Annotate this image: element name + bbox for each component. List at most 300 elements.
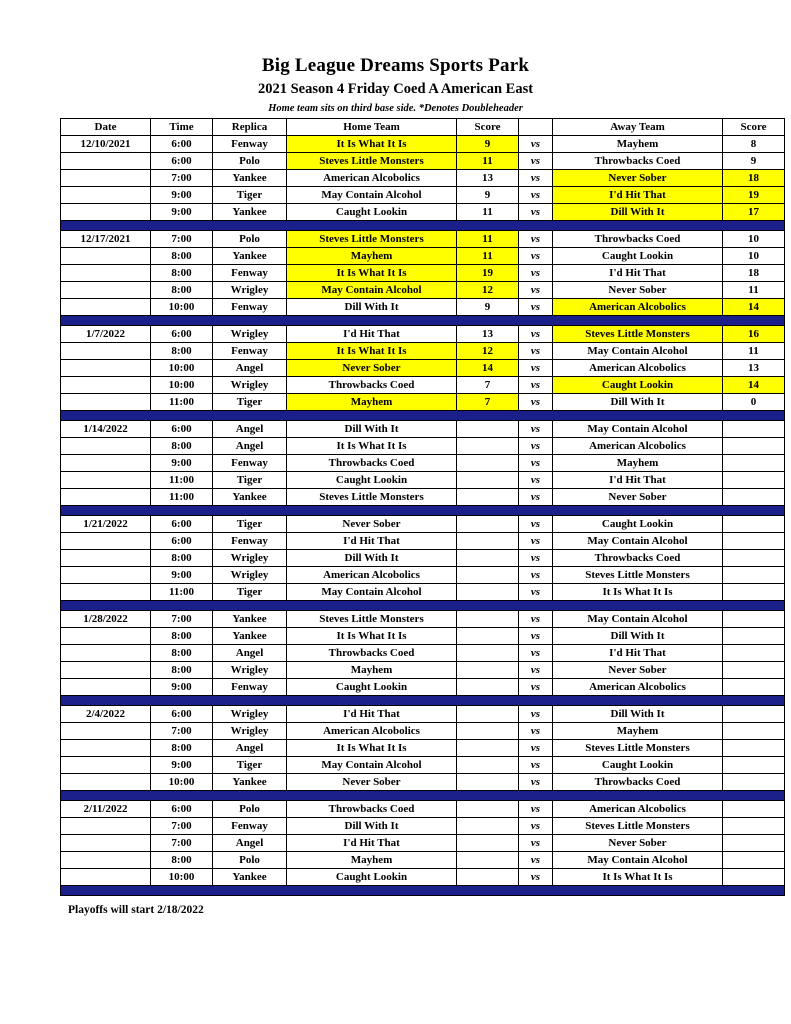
cell-home-team: Dill With It	[287, 299, 457, 316]
cell-vs: vs	[519, 438, 553, 455]
cell-away-score	[723, 584, 785, 601]
cell-away-score: 18	[723, 265, 785, 282]
cell-time: 9:00	[151, 757, 213, 774]
cell-replica: Tiger	[213, 584, 287, 601]
week-separator	[61, 696, 785, 706]
table-row	[61, 757, 785, 774]
cell-date	[61, 645, 151, 662]
cell-away-score	[723, 679, 785, 696]
cell-away-team: It Is What It Is	[553, 584, 723, 601]
cell-home-score	[457, 645, 519, 662]
cell-home-team: Never Sober	[287, 516, 457, 533]
cell-home-team: Throwbacks Coed	[287, 377, 457, 394]
cell-date	[61, 818, 151, 835]
cell-home-team: American Alcobolics	[287, 170, 457, 187]
cell-date: 12/10/2021	[61, 136, 151, 153]
column-header-vs	[519, 119, 553, 136]
cell-away-team: American Alcobolics	[553, 299, 723, 316]
column-header-home-score: Score	[457, 119, 519, 136]
cell-time: 8:00	[151, 662, 213, 679]
cell-away-score	[723, 421, 785, 438]
cell-home-score: 12	[457, 343, 519, 360]
cell-away-score	[723, 472, 785, 489]
cell-home-score: 12	[457, 282, 519, 299]
cell-time: 8:00	[151, 265, 213, 282]
table-row	[61, 377, 785, 394]
cell-away-score	[723, 516, 785, 533]
table-row	[61, 170, 785, 187]
table-row	[61, 489, 785, 506]
cell-home-score: 11	[457, 204, 519, 221]
cell-home-score	[457, 550, 519, 567]
cell-home-score	[457, 662, 519, 679]
table-row	[61, 343, 785, 360]
cell-time: 10:00	[151, 869, 213, 886]
cell-home-team: Caught Lookin	[287, 679, 457, 696]
cell-home-score: 7	[457, 377, 519, 394]
cell-time: 6:00	[151, 421, 213, 438]
cell-home-team: Dill With It	[287, 421, 457, 438]
cell-home-team: I'd Hit That	[287, 706, 457, 723]
cell-date: 1/21/2022	[61, 516, 151, 533]
cell-date	[61, 153, 151, 170]
cell-home-team: American Alcobolics	[287, 723, 457, 740]
cell-home-team: Caught Lookin	[287, 204, 457, 221]
cell-away-score	[723, 628, 785, 645]
cell-date	[61, 869, 151, 886]
table-row	[61, 421, 785, 438]
cell-vs: vs	[519, 153, 553, 170]
cell-home-score	[457, 584, 519, 601]
table-row	[61, 550, 785, 567]
cell-away-team: Mayhem	[553, 723, 723, 740]
cell-away-team: May Contain Alcohol	[553, 611, 723, 628]
cell-replica: Wrigley	[213, 567, 287, 584]
cell-away-team: Throwbacks Coed	[553, 231, 723, 248]
cell-date	[61, 394, 151, 411]
cell-replica: Fenway	[213, 136, 287, 153]
cell-time: 8:00	[151, 740, 213, 757]
cell-vs: vs	[519, 533, 553, 550]
cell-replica: Fenway	[213, 533, 287, 550]
table-row	[61, 136, 785, 153]
cell-home-team: I'd Hit That	[287, 533, 457, 550]
cell-away-team: Caught Lookin	[553, 757, 723, 774]
cell-date	[61, 248, 151, 265]
column-header-date: Date	[61, 119, 151, 136]
cell-away-score: 14	[723, 299, 785, 316]
cell-home-score: 11	[457, 248, 519, 265]
cell-home-team: Caught Lookin	[287, 869, 457, 886]
cell-date: 1/14/2022	[61, 421, 151, 438]
cell-home-team: Throwbacks Coed	[287, 801, 457, 818]
cell-home-score	[457, 818, 519, 835]
table-row	[61, 326, 785, 343]
cell-time: 10:00	[151, 774, 213, 791]
cell-vs: vs	[519, 231, 553, 248]
cell-away-score	[723, 835, 785, 852]
cell-date	[61, 265, 151, 282]
cell-time: 7:00	[151, 611, 213, 628]
cell-time: 6:00	[151, 326, 213, 343]
cell-home-team: Dill With It	[287, 550, 457, 567]
cell-away-team: May Contain Alcohol	[553, 343, 723, 360]
cell-away-team: Dill With It	[553, 706, 723, 723]
cell-replica: Tiger	[213, 394, 287, 411]
cell-time: 8:00	[151, 550, 213, 567]
cell-vs: vs	[519, 869, 553, 886]
cell-away-team: Steves Little Monsters	[553, 326, 723, 343]
week-separator	[61, 411, 785, 421]
cell-date: 1/7/2022	[61, 326, 151, 343]
cell-away-score	[723, 645, 785, 662]
cell-home-score	[457, 869, 519, 886]
cell-vs: vs	[519, 801, 553, 818]
cell-home-team: It Is What It Is	[287, 438, 457, 455]
cell-replica: Yankee	[213, 611, 287, 628]
table-row	[61, 611, 785, 628]
cell-replica: Fenway	[213, 818, 287, 835]
cell-home-score: 13	[457, 326, 519, 343]
cell-time: 7:00	[151, 723, 213, 740]
cell-home-score: 9	[457, 136, 519, 153]
cell-away-score: 16	[723, 326, 785, 343]
week-separator-bar	[61, 601, 785, 611]
cell-date	[61, 550, 151, 567]
cell-date	[61, 567, 151, 584]
page-subtitle: 2021 Season 4 Friday Coed A American East	[257, 81, 534, 97]
cell-vs: vs	[519, 679, 553, 696]
cell-replica: Angel	[213, 360, 287, 377]
cell-date	[61, 170, 151, 187]
cell-away-score	[723, 757, 785, 774]
cell-away-team: Throwbacks Coed	[553, 550, 723, 567]
cell-vs: vs	[519, 136, 553, 153]
cell-away-team: Steves Little Monsters	[553, 740, 723, 757]
cell-replica: Angel	[213, 645, 287, 662]
week-separator-bar	[61, 791, 785, 801]
cell-date	[61, 377, 151, 394]
cell-replica: Angel	[213, 421, 287, 438]
cell-replica: Wrigley	[213, 706, 287, 723]
cell-away-team: Never Sober	[553, 662, 723, 679]
table-row	[61, 740, 785, 757]
cell-home-score	[457, 489, 519, 506]
cell-home-team: Mayhem	[287, 662, 457, 679]
cell-vs: vs	[519, 282, 553, 299]
cell-time: 8:00	[151, 852, 213, 869]
cell-time: 6:00	[151, 706, 213, 723]
cell-home-team: Dill With It	[287, 818, 457, 835]
cell-away-team: Dill With It	[553, 628, 723, 645]
cell-away-score	[723, 550, 785, 567]
cell-home-score	[457, 567, 519, 584]
cell-home-team: It Is What It Is	[287, 265, 457, 282]
cell-replica: Wrigley	[213, 377, 287, 394]
cell-replica: Wrigley	[213, 326, 287, 343]
cell-vs: vs	[519, 723, 553, 740]
cell-home-score: 19	[457, 265, 519, 282]
cell-replica: Fenway	[213, 265, 287, 282]
cell-replica: Angel	[213, 438, 287, 455]
cell-away-team: Steves Little Monsters	[553, 818, 723, 835]
cell-vs: vs	[519, 343, 553, 360]
cell-home-team: May Contain Alcohol	[287, 282, 457, 299]
cell-away-score	[723, 662, 785, 679]
cell-home-team: May Contain Alcohol	[287, 187, 457, 204]
cell-away-team: Never Sober	[553, 282, 723, 299]
cell-date: 12/17/2021	[61, 231, 151, 248]
cell-time: 6:00	[151, 533, 213, 550]
week-separator-bar	[61, 886, 785, 896]
cell-home-score: 7	[457, 394, 519, 411]
cell-date	[61, 584, 151, 601]
cell-home-score	[457, 801, 519, 818]
cell-vs: vs	[519, 740, 553, 757]
cell-date	[61, 662, 151, 679]
cell-vs: vs	[519, 835, 553, 852]
table-row	[61, 299, 785, 316]
cell-time: 9:00	[151, 679, 213, 696]
cell-vs: vs	[519, 265, 553, 282]
table-row	[61, 438, 785, 455]
cell-away-score: 11	[723, 343, 785, 360]
cell-date	[61, 757, 151, 774]
cell-home-team: Steves Little Monsters	[287, 231, 457, 248]
cell-away-score: 13	[723, 360, 785, 377]
cell-home-score	[457, 706, 519, 723]
cell-away-score: 10	[723, 248, 785, 265]
cell-time: 9:00	[151, 187, 213, 204]
table-row	[61, 472, 785, 489]
cell-replica: Yankee	[213, 204, 287, 221]
cell-home-score	[457, 533, 519, 550]
cell-away-team: May Contain Alcohol	[553, 533, 723, 550]
cell-home-team: May Contain Alcohol	[287, 584, 457, 601]
cell-away-team: American Alcobolics	[553, 801, 723, 818]
cell-away-score	[723, 706, 785, 723]
cell-replica: Yankee	[213, 489, 287, 506]
cell-vs: vs	[519, 394, 553, 411]
table-row	[61, 516, 785, 533]
header-row	[61, 119, 785, 136]
cell-away-score: 11	[723, 282, 785, 299]
cell-vs: vs	[519, 706, 553, 723]
cell-away-team: Throwbacks Coed	[553, 153, 723, 170]
cell-date: 2/11/2022	[61, 801, 151, 818]
table-row	[61, 533, 785, 550]
cell-home-team: Mayhem	[287, 394, 457, 411]
table-row	[61, 706, 785, 723]
table-row	[61, 187, 785, 204]
cell-home-team: Mayhem	[287, 852, 457, 869]
cell-vs: vs	[519, 611, 553, 628]
cell-time: 7:00	[151, 231, 213, 248]
cell-date	[61, 774, 151, 791]
cell-replica: Yankee	[213, 170, 287, 187]
cell-date	[61, 852, 151, 869]
cell-date	[61, 489, 151, 506]
cell-time: 7:00	[151, 835, 213, 852]
cell-home-team: Caught Lookin	[287, 472, 457, 489]
cell-date: 2/4/2022	[61, 706, 151, 723]
table-row	[61, 204, 785, 221]
cell-away-score	[723, 489, 785, 506]
cell-away-team: I'd Hit That	[553, 645, 723, 662]
cell-home-score	[457, 723, 519, 740]
page-note: Home team sits on third base side. *Denotes Doubleheader	[268, 103, 523, 114]
cell-away-score	[723, 818, 785, 835]
cell-date	[61, 740, 151, 757]
cell-time: 6:00	[151, 136, 213, 153]
cell-replica: Tiger	[213, 187, 287, 204]
cell-vs: vs	[519, 567, 553, 584]
cell-home-score: 9	[457, 299, 519, 316]
page-title: Big League Dreams Sports Park	[261, 55, 530, 76]
cell-time: 8:00	[151, 645, 213, 662]
column-header-time: Time	[151, 119, 213, 136]
cell-away-score	[723, 740, 785, 757]
cell-away-team: May Contain Alcohol	[553, 852, 723, 869]
cell-vs: vs	[519, 248, 553, 265]
cell-time: 11:00	[151, 584, 213, 601]
cell-away-team: I'd Hit That	[553, 265, 723, 282]
cell-vs: vs	[519, 377, 553, 394]
cell-time: 8:00	[151, 343, 213, 360]
cell-time: 6:00	[151, 153, 213, 170]
cell-away-score	[723, 567, 785, 584]
cell-time: 11:00	[151, 472, 213, 489]
cell-home-score	[457, 774, 519, 791]
table-row	[61, 265, 785, 282]
cell-away-team: Dill With It	[553, 394, 723, 411]
cell-time: 6:00	[151, 516, 213, 533]
cell-time: 7:00	[151, 170, 213, 187]
cell-vs: vs	[519, 645, 553, 662]
cell-away-score	[723, 869, 785, 886]
cell-home-score	[457, 472, 519, 489]
week-separator	[61, 316, 785, 326]
cell-time: 9:00	[151, 204, 213, 221]
cell-vs: vs	[519, 662, 553, 679]
cell-vs: vs	[519, 326, 553, 343]
cell-replica: Polo	[213, 801, 287, 818]
cell-away-team: American Alcobolics	[553, 679, 723, 696]
cell-home-score	[457, 852, 519, 869]
cell-replica: Yankee	[213, 869, 287, 886]
cell-vs: vs	[519, 187, 553, 204]
playoffs-note: Playoffs will start 2/18/2022	[68, 904, 204, 916]
cell-home-score: 11	[457, 153, 519, 170]
cell-away-score	[723, 438, 785, 455]
cell-vs: vs	[519, 299, 553, 316]
cell-home-score	[457, 757, 519, 774]
table-row	[61, 394, 785, 411]
cell-home-team: Steves Little Monsters	[287, 489, 457, 506]
cell-away-score: 0	[723, 394, 785, 411]
cell-replica: Fenway	[213, 343, 287, 360]
cell-away-team: Throwbacks Coed	[553, 774, 723, 791]
cell-away-team: May Contain Alcohol	[553, 421, 723, 438]
week-separator-bar	[61, 221, 785, 231]
cell-time: 10:00	[151, 299, 213, 316]
cell-date	[61, 299, 151, 316]
cell-vs: vs	[519, 818, 553, 835]
cell-home-score: 11	[457, 231, 519, 248]
cell-date	[61, 472, 151, 489]
cell-date	[61, 282, 151, 299]
cell-vs: vs	[519, 516, 553, 533]
table-row	[61, 360, 785, 377]
cell-vs: vs	[519, 421, 553, 438]
cell-home-score	[457, 628, 519, 645]
cell-replica: Tiger	[213, 757, 287, 774]
week-separator-bar	[61, 316, 785, 326]
cell-away-team: American Alcobolics	[553, 360, 723, 377]
cell-time: 10:00	[151, 360, 213, 377]
cell-date	[61, 679, 151, 696]
cell-home-team: Steves Little Monsters	[287, 611, 457, 628]
table-row	[61, 153, 785, 170]
cell-away-score: 9	[723, 153, 785, 170]
cell-replica: Yankee	[213, 628, 287, 645]
cell-away-team: Never Sober	[553, 170, 723, 187]
cell-away-team: Caught Lookin	[553, 377, 723, 394]
cell-vs: vs	[519, 170, 553, 187]
cell-replica: Tiger	[213, 472, 287, 489]
cell-home-team: Throwbacks Coed	[287, 455, 457, 472]
cell-home-team: It Is What It Is	[287, 740, 457, 757]
week-separator-bar	[61, 411, 785, 421]
cell-away-score: 17	[723, 204, 785, 221]
cell-away-team: Never Sober	[553, 835, 723, 852]
cell-replica: Angel	[213, 740, 287, 757]
cell-time: 8:00	[151, 248, 213, 265]
cell-home-score	[457, 516, 519, 533]
cell-away-team: Never Sober	[553, 489, 723, 506]
cell-date	[61, 204, 151, 221]
cell-away-team: Caught Lookin	[553, 248, 723, 265]
cell-vs: vs	[519, 774, 553, 791]
cell-date	[61, 455, 151, 472]
cell-home-team: Throwbacks Coed	[287, 645, 457, 662]
cell-vs: vs	[519, 455, 553, 472]
week-separator	[61, 791, 785, 801]
cell-replica: Angel	[213, 835, 287, 852]
table-row	[61, 231, 785, 248]
cell-replica: Polo	[213, 231, 287, 248]
cell-away-score: 8	[723, 136, 785, 153]
cell-away-score: 19	[723, 187, 785, 204]
cell-time: 9:00	[151, 567, 213, 584]
cell-home-team: It Is What It Is	[287, 136, 457, 153]
cell-home-team: Steves Little Monsters	[287, 153, 457, 170]
cell-away-team: Dill With It	[553, 204, 723, 221]
week-separator	[61, 601, 785, 611]
cell-time: 8:00	[151, 438, 213, 455]
cell-away-score: 18	[723, 170, 785, 187]
cell-home-score	[457, 455, 519, 472]
cell-away-team: American Alcobolics	[553, 438, 723, 455]
week-separator	[61, 886, 785, 896]
schedule-table	[60, 118, 785, 896]
cell-away-score: 10	[723, 231, 785, 248]
cell-away-score	[723, 533, 785, 550]
table-row	[61, 282, 785, 299]
cell-away-score	[723, 801, 785, 818]
cell-vs: vs	[519, 472, 553, 489]
week-separator-bar	[61, 506, 785, 516]
